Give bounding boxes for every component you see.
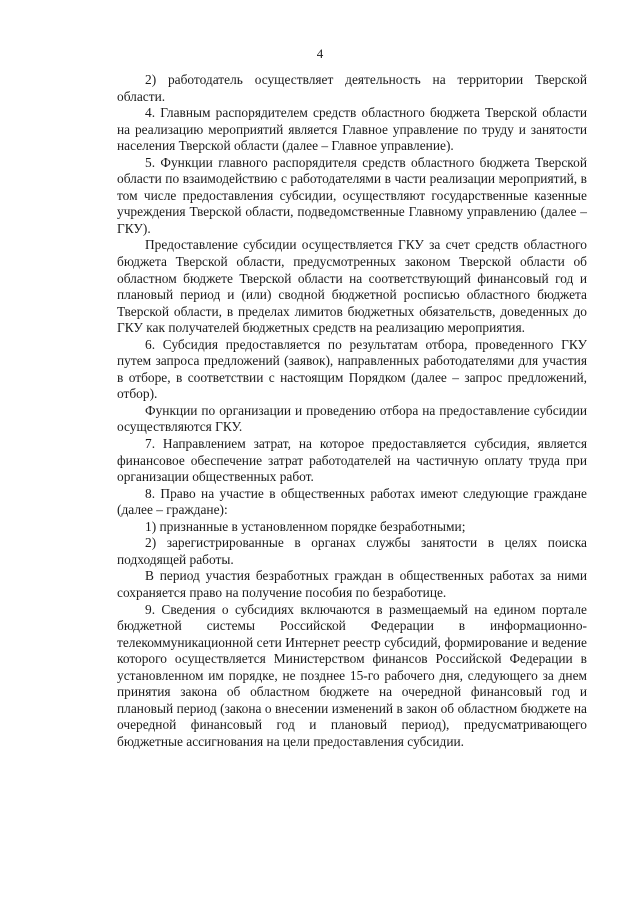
paragraph: 6. Субсидия предоставляется по результатам отбора, проведенного ГКУ путем запроса предложений (заявок), направленных работодателями для участия в отборе, в соответствии с настоящим Порядком (далее – запрос предложений, отбор).: [117, 336, 587, 402]
document-body: [117, 72, 587, 750]
paragraph: 1) признанные в установленном порядке безработными;: [145, 518, 466, 534]
paragraph: Функции по организации и проведению отбора на предоставление субсидии осуществляются ГКУ.: [117, 402, 587, 435]
paragraph: 9. Сведения о субсидиях включаются в размещаемый на едином портале бюджетной системы Российской Федерации в информационно-телекоммуникационной сети Интернет реестр субсидий, формирование и ведение которого осуществляется Министерством финансов Российской Федерации в установленном им порядке, не позднее 15-го рабочего дня, следующего за днем принятия закона об областном бюджете на очередной финансовый год и плановый период (закона о внесении изменений в закон об областном бюджете на очередной финансовый год и плановый период), предусматривающего бюджетные ассигнования на цели предоставления субсидии.: [117, 601, 587, 749]
paragraph: 8. Право на участие в общественных работах имеют следующие граждане (далее – граждане):: [117, 485, 587, 518]
paragraph: 5. Функции главного распорядителя средств областного бюджета Тверской области по взаимодействию с работодателями в части реализации мероприятий, в том числе предоставления субсидии, осуществляют государственные казенные учреждения Тверской области, подведомственные Главному управлению (далее – ГКУ).: [117, 154, 587, 236]
page-number: 4: [316, 46, 324, 61]
paragraph: 4. Главным распорядителем средств областного бюджета Тверской области на реализацию мероприятий является Главное управление по труду и занятости населения Тверской области (далее – Главное управление).: [117, 105, 587, 154]
paragraph: В период участия безработных граждан в общественных работах за ними сохраняется право на получение пособия по безработице.: [117, 568, 587, 600]
paragraph: 2) работодатель осуществляет деятельность на территории Тверской области.: [117, 72, 587, 104]
paragraph: 7. Направлением затрат, на которое предоставляется субсидия, является финансовое обеспечение затрат работодателей на частичную оплату труда при организации общественных работ.: [117, 436, 587, 485]
paragraph: Предоставление субсидии осуществляется ГКУ за счет средств областного бюджета Тверской области, предусмотренных законом Тверской области об областном бюджете Тверской области на соответствующий финансовый год и плановый период и (или) сводной бюджетной росписью областного бюджета Тверской области, в пределах лимитов бюджетных обязательств, доведенных до ГКУ как получателей бюджетных средств на реализацию мероприятия.: [117, 237, 587, 336]
paragraph: 2) зарегистрированные в органах службы занятости в целях поиска подходящей работы.: [117, 535, 587, 567]
